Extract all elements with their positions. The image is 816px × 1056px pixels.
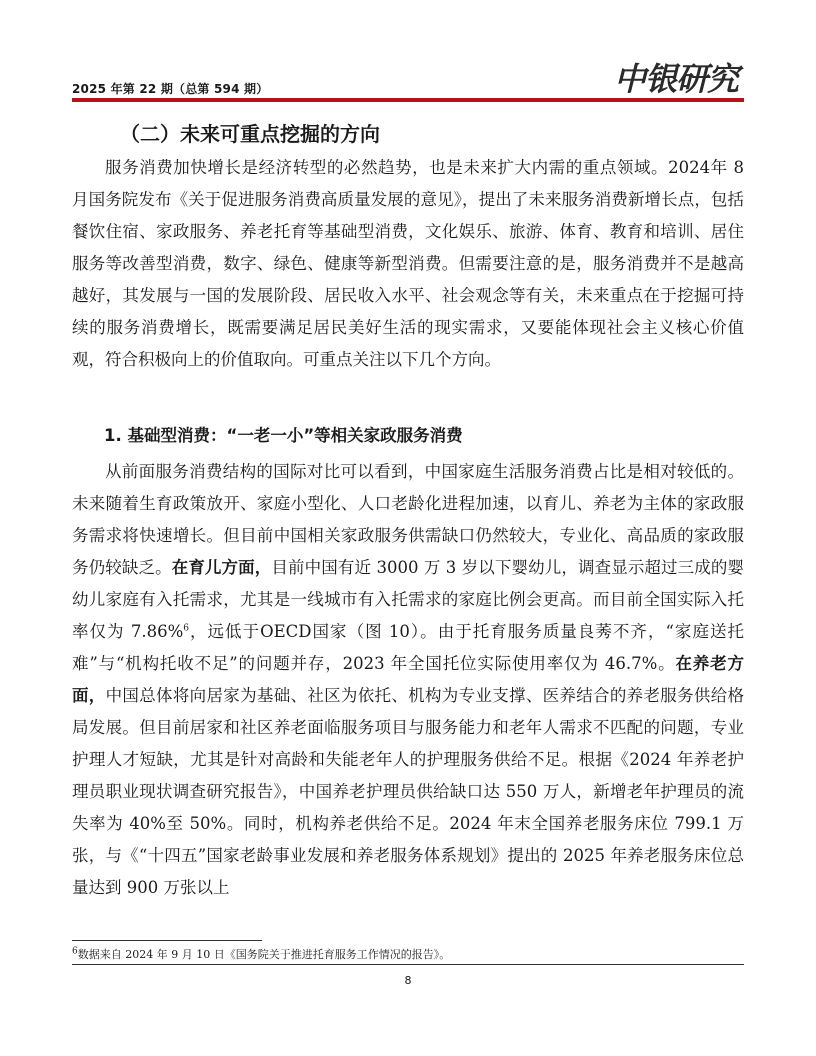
footnote	[72, 946, 450, 962]
body-text-segment: 中国总体将向居家为基础、社区为依托、机构为专业支撑、医养结合的养老服务供给格局发展。但目前居家和社区养老面临服务项目与服务能力和老年人需求不匹配的问题，专业护理人才短缺，尤其是针对高龄和失能老年人的护理服务供给不足。根据《2024 年养老护理员职业现状调查研究报告》，中国养老护理员供给缺口达 550 万人，新增老年护理员的流失率为 40%至 50%。同时，机构养老供给不足。2024 年末全国养老服务床位 799.1 万张，与《“十四五”国家老龄事业发展和养老服务体系规划》提出的 2025 年养老服务床位总量达到 900 万张以上	[72, 686, 745, 897]
footnote-text: 数据来自 2024 年 9 月 10 日《国务院关于推进托育服务工作情况的报告》。	[77, 948, 451, 961]
body-paragraph	[72, 456, 744, 904]
body-text-segment: 从前面服务消费结构的国际对比可以看到，中国家庭生活服务消费占比是相对较低的。未来随着生育政策放开、家庭小型化、人口老龄化进程加速，以育儿、养老为主体的家政服务需求将快速增长。但目前中国相关家政服务供需缺口仍然较大，专业化、高品质的家政服务仍较缺乏。	[72, 462, 744, 577]
bank-research-logo: 中银研究	[613, 60, 738, 98]
header-divider	[72, 98, 744, 102]
issue-label: 2025 年第 22 期（总第 594 期）	[72, 82, 269, 96]
footnote-reference[interactable]: 6	[183, 623, 189, 634]
footnote-marker: 6	[72, 946, 78, 957]
body-text-segment: ，远低于OECD国家（图 10）。由于托育服务质量良莠不齐，“家庭送托难”与“机构托收不足”的问题并存，2023 年全国托位实际使用率仅为 46.7%。	[72, 622, 744, 673]
intro-paragraph: 服务消费加快增长是经济转型的必然趋势，也是未来扩大内需的重点领域。2024年 8 月国务院发布《关于促进服务消费高质量发展的意见》，提出了未来服务消费新增长点，包括餐饮住宿、家政服务、养老托育等基础型消费，文化娱乐、旅游、体育、教育和培训、居住服务等改善型消费，数字、绿色、健康等新型消费。但需要注意的是，服务消费并不是越高越好，其发展与一国的发展阶段、居民收入水平、社会观念等有关，未来重点在于挖掘可持续的服务消费增长，既需要满足居民美好生活的现实需求，又要能体现社会主义核心价值观，符合积极向上的价值取向。可重点关注以下几个方向。	[72, 158, 744, 369]
footnote-divider	[72, 940, 262, 941]
section-heading: （二）未来可重点挖掘的方向	[120, 122, 380, 146]
footer-divider	[72, 964, 744, 965]
subsection-heading: 1. 基础型消费：“一老一小”等相关家政服务消费	[104, 426, 463, 445]
page-number: 8	[404, 974, 412, 987]
body-text-segment: 目前中国有近 3000 万 3 岁以下婴幼儿，调查显示超过三成的婴幼儿家庭有入托需求，尤其是一线城市有入托需求的家庭比例会更高。而目前全国实际入托率仅为 7.86%	[72, 558, 745, 641]
elderly-care-lead: 在养老方面，	[72, 654, 744, 705]
childcare-lead: 在育儿方面，	[171, 558, 272, 577]
